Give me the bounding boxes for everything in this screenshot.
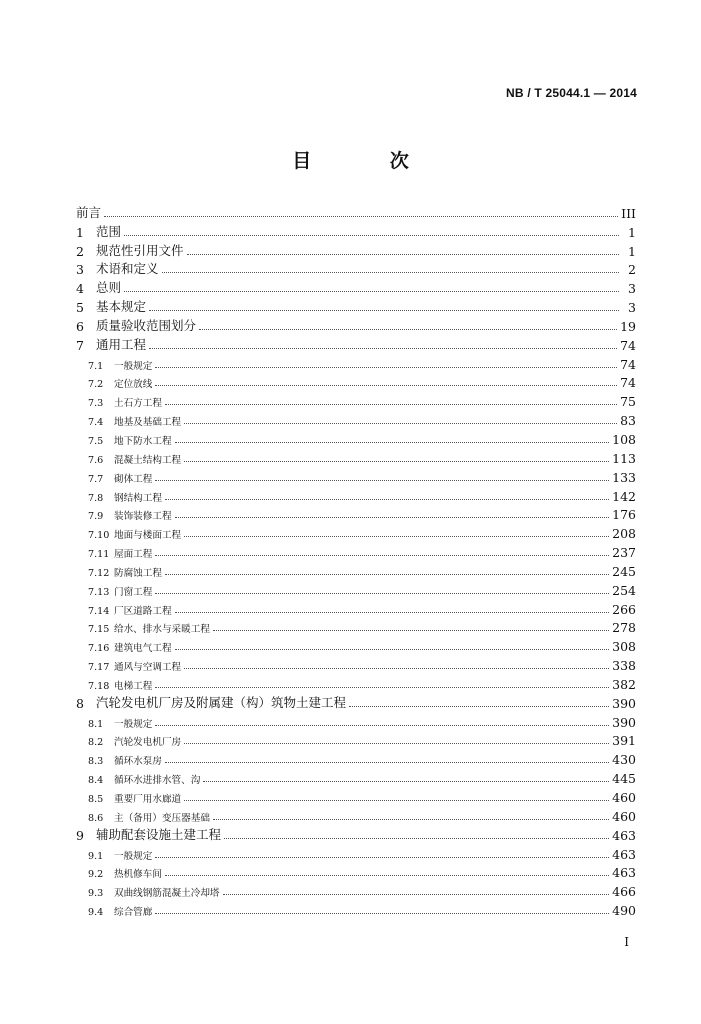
dot-leader bbox=[124, 235, 619, 236]
toc-entry-label: 土石方工程 bbox=[114, 398, 162, 410]
toc-entry[interactable] bbox=[76, 315, 636, 334]
toc-entry-number: 7.11 bbox=[88, 549, 110, 561]
dot-leader bbox=[213, 630, 609, 631]
toc-entry-label: 质量验收范围划分 bbox=[96, 317, 197, 333]
dot-leader bbox=[165, 574, 609, 575]
dot-leader bbox=[155, 913, 609, 914]
toc-entry[interactable] bbox=[76, 673, 636, 692]
toc-entry[interactable] bbox=[76, 748, 636, 767]
dot-leader bbox=[155, 593, 609, 594]
toc-entry-number: 8.2 bbox=[88, 737, 104, 749]
toc-entry-label: 定位放线 bbox=[114, 379, 153, 391]
toc-entry-label: 汽轮发电机厂房 bbox=[114, 737, 182, 749]
toc-entry-page: 463 bbox=[612, 827, 636, 843]
toc-entry-number: 6 bbox=[76, 318, 84, 334]
toc-entry-label: 通用工程 bbox=[96, 336, 147, 352]
toc-entry-number: 2 bbox=[76, 243, 84, 259]
toc-entry-label: 一般规定 bbox=[114, 850, 153, 862]
toc-entry[interactable] bbox=[76, 390, 636, 409]
toc-entry-page: 1 bbox=[628, 243, 636, 259]
dot-leader bbox=[184, 536, 609, 537]
dot-leader bbox=[162, 272, 619, 273]
toc-entry-page: 83 bbox=[620, 413, 636, 429]
toc-entry-page: 382 bbox=[612, 676, 636, 692]
toc-entry-page: 176 bbox=[612, 507, 636, 523]
toc-entry-number: 8.6 bbox=[88, 812, 104, 824]
dot-leader bbox=[199, 329, 617, 330]
dot-leader bbox=[155, 725, 609, 726]
dot-leader bbox=[175, 612, 610, 613]
dot-leader bbox=[213, 819, 609, 820]
toc-entry-label: 综合管廊 bbox=[114, 907, 153, 919]
toc-entry-label: 一般规定 bbox=[114, 718, 153, 730]
toc-entry-page: 208 bbox=[612, 526, 636, 542]
toc-entry-number: 9 bbox=[76, 827, 84, 843]
dot-leader bbox=[124, 291, 619, 292]
toc-entry-page: 445 bbox=[612, 771, 636, 787]
toc-entry-label: 汽轮发电机厂房及附属建（构）筑物土建工程 bbox=[96, 694, 347, 710]
toc-entry-page: 74 bbox=[620, 356, 636, 372]
toc-entry-page: 338 bbox=[612, 658, 636, 674]
toc-entry[interactable] bbox=[76, 428, 636, 447]
toc-entry-page: 74 bbox=[620, 375, 636, 391]
toc-entry-number: 9.4 bbox=[88, 907, 104, 919]
toc-entry-number: 8.4 bbox=[88, 775, 104, 787]
dot-leader bbox=[203, 781, 609, 782]
dot-leader bbox=[165, 499, 609, 500]
toc-entry-label: 地面与楼面工程 bbox=[114, 530, 182, 542]
toc-entry[interactable] bbox=[76, 843, 636, 862]
dot-leader bbox=[165, 404, 617, 405]
toc-entry-number: 7.4 bbox=[88, 417, 104, 429]
toc-entry-number: 7.10 bbox=[88, 530, 110, 542]
toc-entry-label: 通风与空调工程 bbox=[114, 662, 182, 674]
toc-entry-page: 19 bbox=[620, 318, 636, 334]
toc-entry-label: 循环水进排水管、沟 bbox=[114, 775, 201, 787]
dot-leader bbox=[165, 875, 609, 876]
toc-entry[interactable] bbox=[76, 579, 636, 598]
toc-entry[interactable] bbox=[76, 786, 636, 805]
toc-entry-page: 2 bbox=[628, 262, 636, 278]
dot-leader bbox=[224, 838, 609, 839]
toc-entry-label: 范围 bbox=[96, 223, 122, 239]
toc-entry[interactable] bbox=[76, 824, 636, 843]
toc-entry-page: 278 bbox=[612, 620, 636, 636]
toc-entry-number: 4 bbox=[76, 281, 84, 297]
dot-leader bbox=[184, 423, 617, 424]
toc-entry-label: 地基及基础工程 bbox=[114, 417, 182, 429]
toc-entry[interactable] bbox=[76, 635, 636, 654]
dot-leader bbox=[155, 367, 617, 368]
toc-entry-page: 266 bbox=[612, 601, 636, 617]
dot-leader bbox=[175, 649, 610, 650]
toc-entry-number: 7.1 bbox=[88, 360, 104, 372]
toc-entry-number: 7.7 bbox=[88, 473, 104, 485]
toc-entry-label: 热机修车间 bbox=[114, 869, 162, 881]
toc-entry-number: 3 bbox=[76, 262, 84, 278]
toc-entry-label: 重要厂用水廊道 bbox=[114, 794, 182, 805]
dot-leader bbox=[349, 706, 609, 707]
dot-leader bbox=[149, 348, 617, 349]
toc-entry-number: 7.12 bbox=[88, 567, 110, 579]
toc-entry-page: 390 bbox=[612, 714, 636, 730]
toc-entry-number: 9.2 bbox=[88, 869, 104, 881]
toc-entry[interactable] bbox=[76, 522, 636, 541]
toc-entry-page: 142 bbox=[612, 488, 636, 504]
table-of-contents bbox=[76, 202, 636, 918]
toc-entry-number: 7.18 bbox=[88, 680, 110, 692]
toc-entry[interactable] bbox=[76, 805, 636, 824]
toc-entry[interactable] bbox=[76, 240, 636, 259]
toc-entry-label: 术语和定义 bbox=[96, 261, 159, 277]
toc-entry-page: 308 bbox=[612, 639, 636, 655]
toc-entry-page: 1 bbox=[628, 224, 636, 240]
toc-entry-number: 7.3 bbox=[88, 398, 104, 410]
toc-entry-number: 7.5 bbox=[88, 435, 104, 447]
dot-leader bbox=[184, 668, 609, 669]
toc-entry-label: 一般规定 bbox=[114, 360, 153, 372]
toc-entry-number: 9.3 bbox=[88, 888, 104, 900]
toc-entry-page: 113 bbox=[612, 450, 636, 466]
dot-leader bbox=[155, 385, 617, 386]
toc-entry-label: 基本规定 bbox=[96, 299, 147, 315]
toc-entry-label: 装饰装修工程 bbox=[114, 511, 172, 523]
toc-entry-page: 245 bbox=[612, 563, 636, 579]
toc-entry-label: 地下防水工程 bbox=[114, 435, 172, 447]
toc-entry-number: 1 bbox=[76, 224, 84, 240]
toc-entry-page: 430 bbox=[612, 752, 636, 768]
toc-entry[interactable] bbox=[76, 504, 636, 523]
toc-entry-number: 7.15 bbox=[88, 624, 110, 636]
toc-entry-number: 7.16 bbox=[88, 643, 110, 655]
toc-entry[interactable] bbox=[76, 654, 636, 673]
standard-code: NB / T 25044.1 — 2014 bbox=[506, 86, 637, 100]
dot-leader bbox=[175, 442, 610, 443]
toc-entry-page: 237 bbox=[612, 545, 636, 561]
toc-entry[interactable] bbox=[76, 541, 636, 560]
dot-leader bbox=[175, 517, 610, 518]
dot-leader bbox=[184, 461, 609, 462]
toc-entry[interactable] bbox=[76, 277, 636, 296]
toc-entry-page: 133 bbox=[612, 469, 636, 485]
toc-entry[interactable] bbox=[76, 296, 636, 315]
toc-entry-number: 7.17 bbox=[88, 662, 110, 674]
toc-entry-label: 防腐蚀工程 bbox=[114, 567, 162, 579]
toc-entry-page: 3 bbox=[628, 281, 636, 297]
toc-entry-number: 7.8 bbox=[88, 492, 104, 504]
toc-entry[interactable] bbox=[76, 409, 636, 428]
toc-entry-label: 厂区道路工程 bbox=[114, 605, 172, 617]
toc-entry-page: 254 bbox=[612, 582, 636, 598]
toc-entry-number: 8.3 bbox=[88, 756, 104, 768]
dot-leader bbox=[184, 800, 609, 801]
toc-entry[interactable] bbox=[76, 334, 636, 353]
dot-leader bbox=[155, 857, 609, 858]
dot-leader bbox=[184, 743, 609, 744]
toc-entry[interactable] bbox=[76, 221, 636, 240]
dot-leader bbox=[155, 687, 609, 688]
toc-entry[interactable] bbox=[76, 711, 636, 730]
toc-entry-label: 给水、排水与采暖工程 bbox=[114, 624, 210, 636]
toc-entry-page: 460 bbox=[612, 790, 636, 805]
toc-entry[interactable] bbox=[76, 447, 636, 466]
page-number: I bbox=[624, 935, 629, 949]
toc-entry-number: 8 bbox=[76, 695, 84, 711]
dot-leader bbox=[104, 216, 618, 217]
dot-leader bbox=[223, 894, 610, 895]
toc-entry[interactable] bbox=[76, 767, 636, 786]
toc-entry[interactable] bbox=[76, 353, 636, 372]
toc-title: 目 次 bbox=[292, 150, 445, 172]
dot-leader bbox=[155, 480, 609, 481]
toc-entry-label: 辅助配套设施土建工程 bbox=[96, 826, 222, 842]
toc-entry[interactable] bbox=[76, 372, 636, 391]
toc-entry-label: 总则 bbox=[96, 280, 122, 296]
toc-entry-label: 电梯工程 bbox=[114, 680, 153, 692]
toc-entry-number: 9.1 bbox=[88, 850, 104, 862]
toc-entry-page: 391 bbox=[612, 733, 636, 749]
toc-entry-number: 7.13 bbox=[88, 586, 110, 598]
toc-entry-label: 钢结构工程 bbox=[114, 492, 162, 504]
toc-entry-page: 75 bbox=[620, 394, 636, 410]
toc-entry-page: 3 bbox=[628, 300, 636, 316]
toc-entry-number: 7.9 bbox=[88, 511, 104, 523]
toc-entry-page: 466 bbox=[612, 884, 636, 900]
toc-entry-label: 砌体工程 bbox=[114, 473, 153, 485]
toc-entry[interactable] bbox=[76, 485, 636, 504]
toc-entry-label: 规范性引用文件 bbox=[96, 242, 184, 258]
toc-entry-label: 主（备用）变压器基础 bbox=[114, 812, 210, 824]
toc-entry-label: 门窗工程 bbox=[114, 586, 153, 598]
toc-entry-page: 463 bbox=[612, 865, 636, 881]
toc-entry-number: 8.1 bbox=[88, 718, 104, 730]
dot-leader bbox=[165, 762, 609, 763]
dot-leader bbox=[149, 310, 619, 311]
toc-entry-page: 74 bbox=[620, 337, 636, 353]
toc-entry[interactable] bbox=[76, 259, 636, 278]
toc-entry-page: 390 bbox=[612, 695, 636, 711]
toc-entry-number: 7 bbox=[76, 337, 84, 353]
toc-entry[interactable] bbox=[76, 880, 636, 899]
toc-entry-label: 循环水泵房 bbox=[114, 756, 162, 768]
dot-leader bbox=[187, 254, 619, 255]
toc-entry-label: 屋面工程 bbox=[114, 549, 153, 561]
toc-entry-label: 建筑电气工程 bbox=[114, 643, 172, 655]
toc-entry-page: 490 bbox=[612, 903, 636, 919]
toc-entry[interactable] bbox=[76, 598, 636, 617]
toc-entry-number: 7.2 bbox=[88, 379, 104, 391]
toc-entry[interactable] bbox=[76, 730, 636, 749]
toc-entry-number: 7.6 bbox=[88, 454, 104, 466]
toc-entry[interactable] bbox=[76, 466, 636, 485]
toc-entry[interactable] bbox=[76, 899, 636, 918]
toc-entry[interactable] bbox=[76, 617, 636, 636]
toc-entry-page: III bbox=[621, 205, 636, 221]
toc-entry-label: 混凝土结构工程 bbox=[114, 454, 182, 466]
toc-entry-label: 双曲线钢筋混凝土冷却塔 bbox=[114, 888, 220, 900]
dot-leader bbox=[155, 555, 609, 556]
toc-entry-number: 5 bbox=[76, 300, 84, 316]
toc-entry-number: 7.14 bbox=[88, 605, 110, 617]
toc-entry[interactable] bbox=[76, 692, 636, 711]
toc-entry[interactable] bbox=[76, 560, 636, 579]
toc-entry-label: 前言 bbox=[76, 204, 102, 220]
toc-entry-number: 8.5 bbox=[88, 794, 104, 805]
toc-entry-page: 463 bbox=[612, 846, 636, 862]
toc-entry[interactable] bbox=[76, 862, 636, 881]
toc-entry-page: 108 bbox=[612, 431, 636, 447]
toc-entry[interactable] bbox=[76, 202, 636, 221]
toc-entry-page: 460 bbox=[612, 808, 636, 824]
